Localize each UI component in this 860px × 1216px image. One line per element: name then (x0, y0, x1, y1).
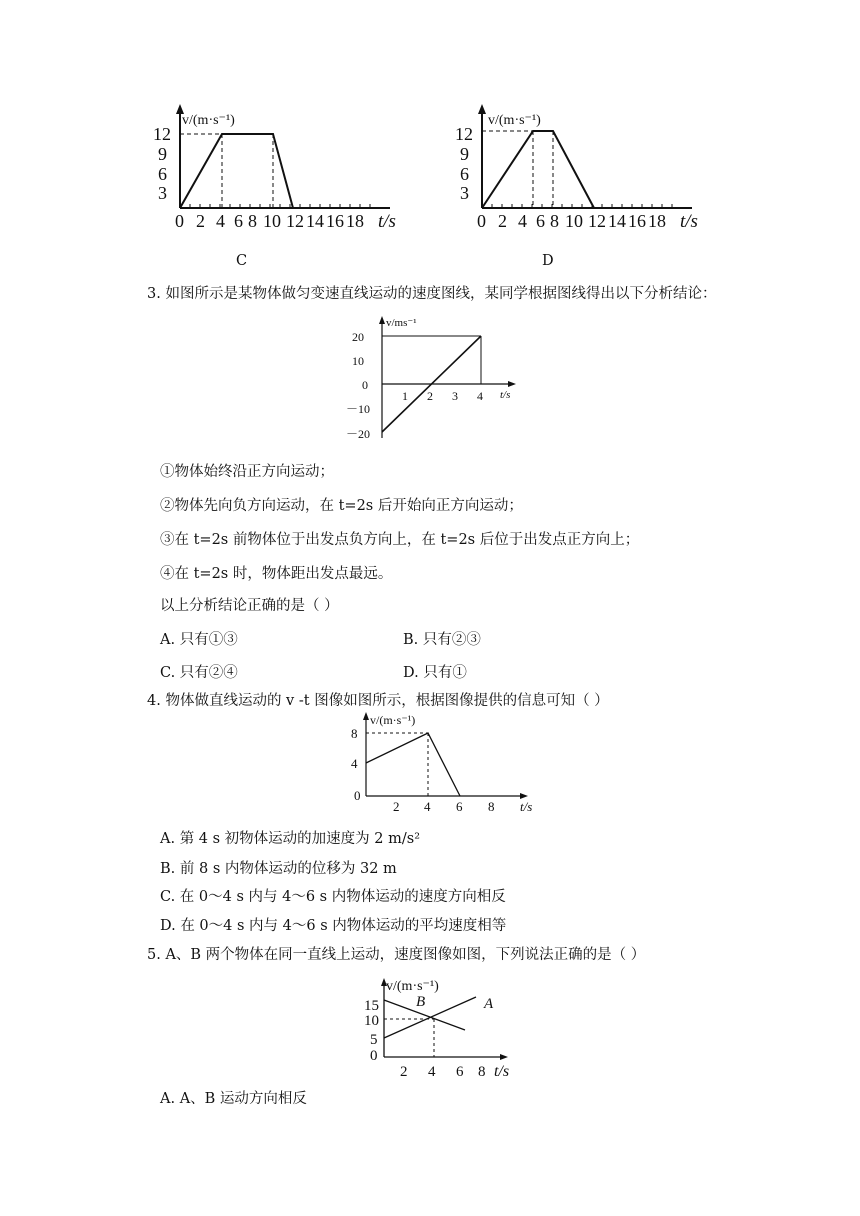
velocity-line (180, 134, 293, 208)
x-tick: 1 (402, 389, 408, 403)
x-tick: 8 (488, 799, 495, 813)
y-tick-3: 3 (158, 183, 167, 203)
y-tick: 5 (370, 1032, 378, 1048)
x-tick: 0 (477, 211, 486, 231)
q3-option-b[interactable]: B. 只有②③ (403, 632, 481, 648)
y-tick-9: 9 (460, 144, 469, 164)
y-tick: 8 (351, 726, 358, 741)
y-label: v/ms⁻¹ (386, 317, 417, 329)
q3-statement-1: ①物体始终沿正方向运动； (160, 464, 334, 480)
x-tick: 6 (456, 799, 463, 813)
y-tick-6: 6 (158, 164, 167, 184)
q3-statement-3: ③在 t=2s 前物体位于出发点负方向上，在 t=2s 后位于出发点正方向上； (160, 532, 640, 548)
x-tick: 6 (536, 211, 545, 231)
y-tick-12: 12 (455, 124, 473, 144)
y-tick: 0 (370, 1048, 378, 1064)
y-tick: －20 (346, 427, 371, 441)
graph-c (150, 100, 440, 235)
series-label-a: A (484, 996, 494, 1012)
q5-graph (352, 964, 532, 1082)
y-tick: 15 (364, 998, 379, 1014)
y-tick: 10 (364, 1013, 379, 1029)
x-arrow (508, 381, 516, 387)
q4-option-d[interactable]: D. 在 0～4 s 内与 4～6 s 内物体运动的平均速度相等 (160, 918, 507, 934)
x-tick: 2 (427, 389, 433, 403)
y-tick-3: 3 (460, 183, 469, 203)
x-tick: 16 (326, 211, 344, 231)
x-tick: 12 (286, 211, 304, 231)
y-tick: 0 (362, 378, 368, 392)
x-tick: 8 (550, 211, 559, 231)
q3-stem: 3. 如图所示是某物体做匀变速直线运动的速度图线，某同学根据图线得出以下分析结论： (147, 286, 717, 302)
q3-option-d[interactable]: D. 只有① (403, 665, 467, 681)
x-tick: 2 (196, 211, 205, 231)
y-tick-6: 6 (460, 164, 469, 184)
velocity-line (366, 733, 460, 796)
y-label: v/(m·s⁻¹) (370, 713, 416, 727)
q3-question: 以上分析结论正确的是（ ） (160, 598, 339, 614)
x-tick: 6 (456, 1064, 464, 1080)
caption-c: C (236, 253, 248, 269)
y-tick-9: 9 (158, 144, 167, 164)
x-tick: 10 (263, 211, 281, 231)
x-label: t/s (378, 211, 396, 232)
y-tick: －10 (346, 402, 371, 416)
y-label: v/(m·s⁻¹) (182, 113, 235, 128)
x-tick: 14 (608, 211, 626, 231)
x-tick: 12 (588, 211, 606, 231)
y-arrow (478, 104, 486, 114)
x-tick: 18 (648, 211, 666, 231)
x-tick: 18 (346, 211, 364, 231)
q5-option-a[interactable]: A. A、B 运动方向相反 (160, 1091, 307, 1107)
q3-statement-4: ④在 t=2s 时，物体距出发点最远。 (160, 566, 393, 582)
y-arrow (363, 712, 369, 720)
y-tick: 20 (352, 330, 364, 344)
y-arrow (379, 316, 385, 324)
q3-graph (340, 312, 520, 442)
x-tick: 16 (628, 211, 646, 231)
y-tick: 0 (354, 788, 361, 803)
x-tick: 10 (565, 211, 583, 231)
x-tick: 4 (518, 211, 527, 231)
x-tick: 3 (452, 389, 458, 403)
q4-graph (340, 708, 550, 813)
q3-statement-2: ②物体先向负方向运动，在 t=2s 后开始向正方向运动； (160, 498, 523, 514)
y-label: v/(m·s⁻¹) (386, 979, 439, 994)
x-tick: 4 (428, 1064, 436, 1080)
q4-option-a[interactable]: A. 第 4 s 初物体运动的加速度为 2 m/s² (160, 831, 421, 847)
x-tick: 4 (477, 389, 483, 403)
x-tick: 4 (424, 799, 431, 813)
x-tick: 8 (478, 1064, 486, 1080)
y-label: v/(m·s⁻¹) (488, 113, 541, 128)
series-label-b: B (416, 994, 426, 1010)
q4-option-c[interactable]: C. 在 0～4 s 内与 4～6 s 内物体运动的速度方向相反 (160, 889, 506, 905)
q4-stem: 4. 物体做直线运动的 v -t 图像如图所示，根据图像提供的信息可知（ ） (147, 693, 609, 709)
graph-d (452, 100, 742, 235)
x-label: t/s (680, 211, 698, 232)
x-tick: 4 (216, 211, 225, 231)
q3-option-a[interactable]: A. 只有①③ (160, 632, 238, 648)
x-label: t/s (520, 799, 533, 813)
q5-stem: 5. A、B 两个物体在同一直线上运动，速度图像如图，下列说法正确的是（ ） (147, 947, 646, 963)
x-label: t/s (500, 389, 511, 401)
y-tick: 4 (351, 756, 358, 771)
q4-option-b[interactable]: B. 前 8 s 内物体运动的位移为 32 m (160, 861, 397, 877)
x-tick: 6 (234, 211, 243, 231)
y-tick-12: 12 (153, 124, 171, 144)
x-tick: 2 (498, 211, 507, 231)
y-tick: 10 (352, 354, 364, 368)
x-arrow (500, 1054, 508, 1060)
velocity-line (482, 131, 594, 208)
x-tick: 2 (393, 799, 400, 813)
x-label: t/s (494, 1063, 510, 1080)
x-tick: 0 (175, 211, 184, 231)
caption-d: D (542, 253, 554, 269)
x-tick: 14 (306, 211, 324, 231)
x-tick: 2 (400, 1064, 408, 1080)
x-tick: 8 (248, 211, 257, 231)
q3-option-c[interactable]: C. 只有②④ (160, 665, 238, 681)
